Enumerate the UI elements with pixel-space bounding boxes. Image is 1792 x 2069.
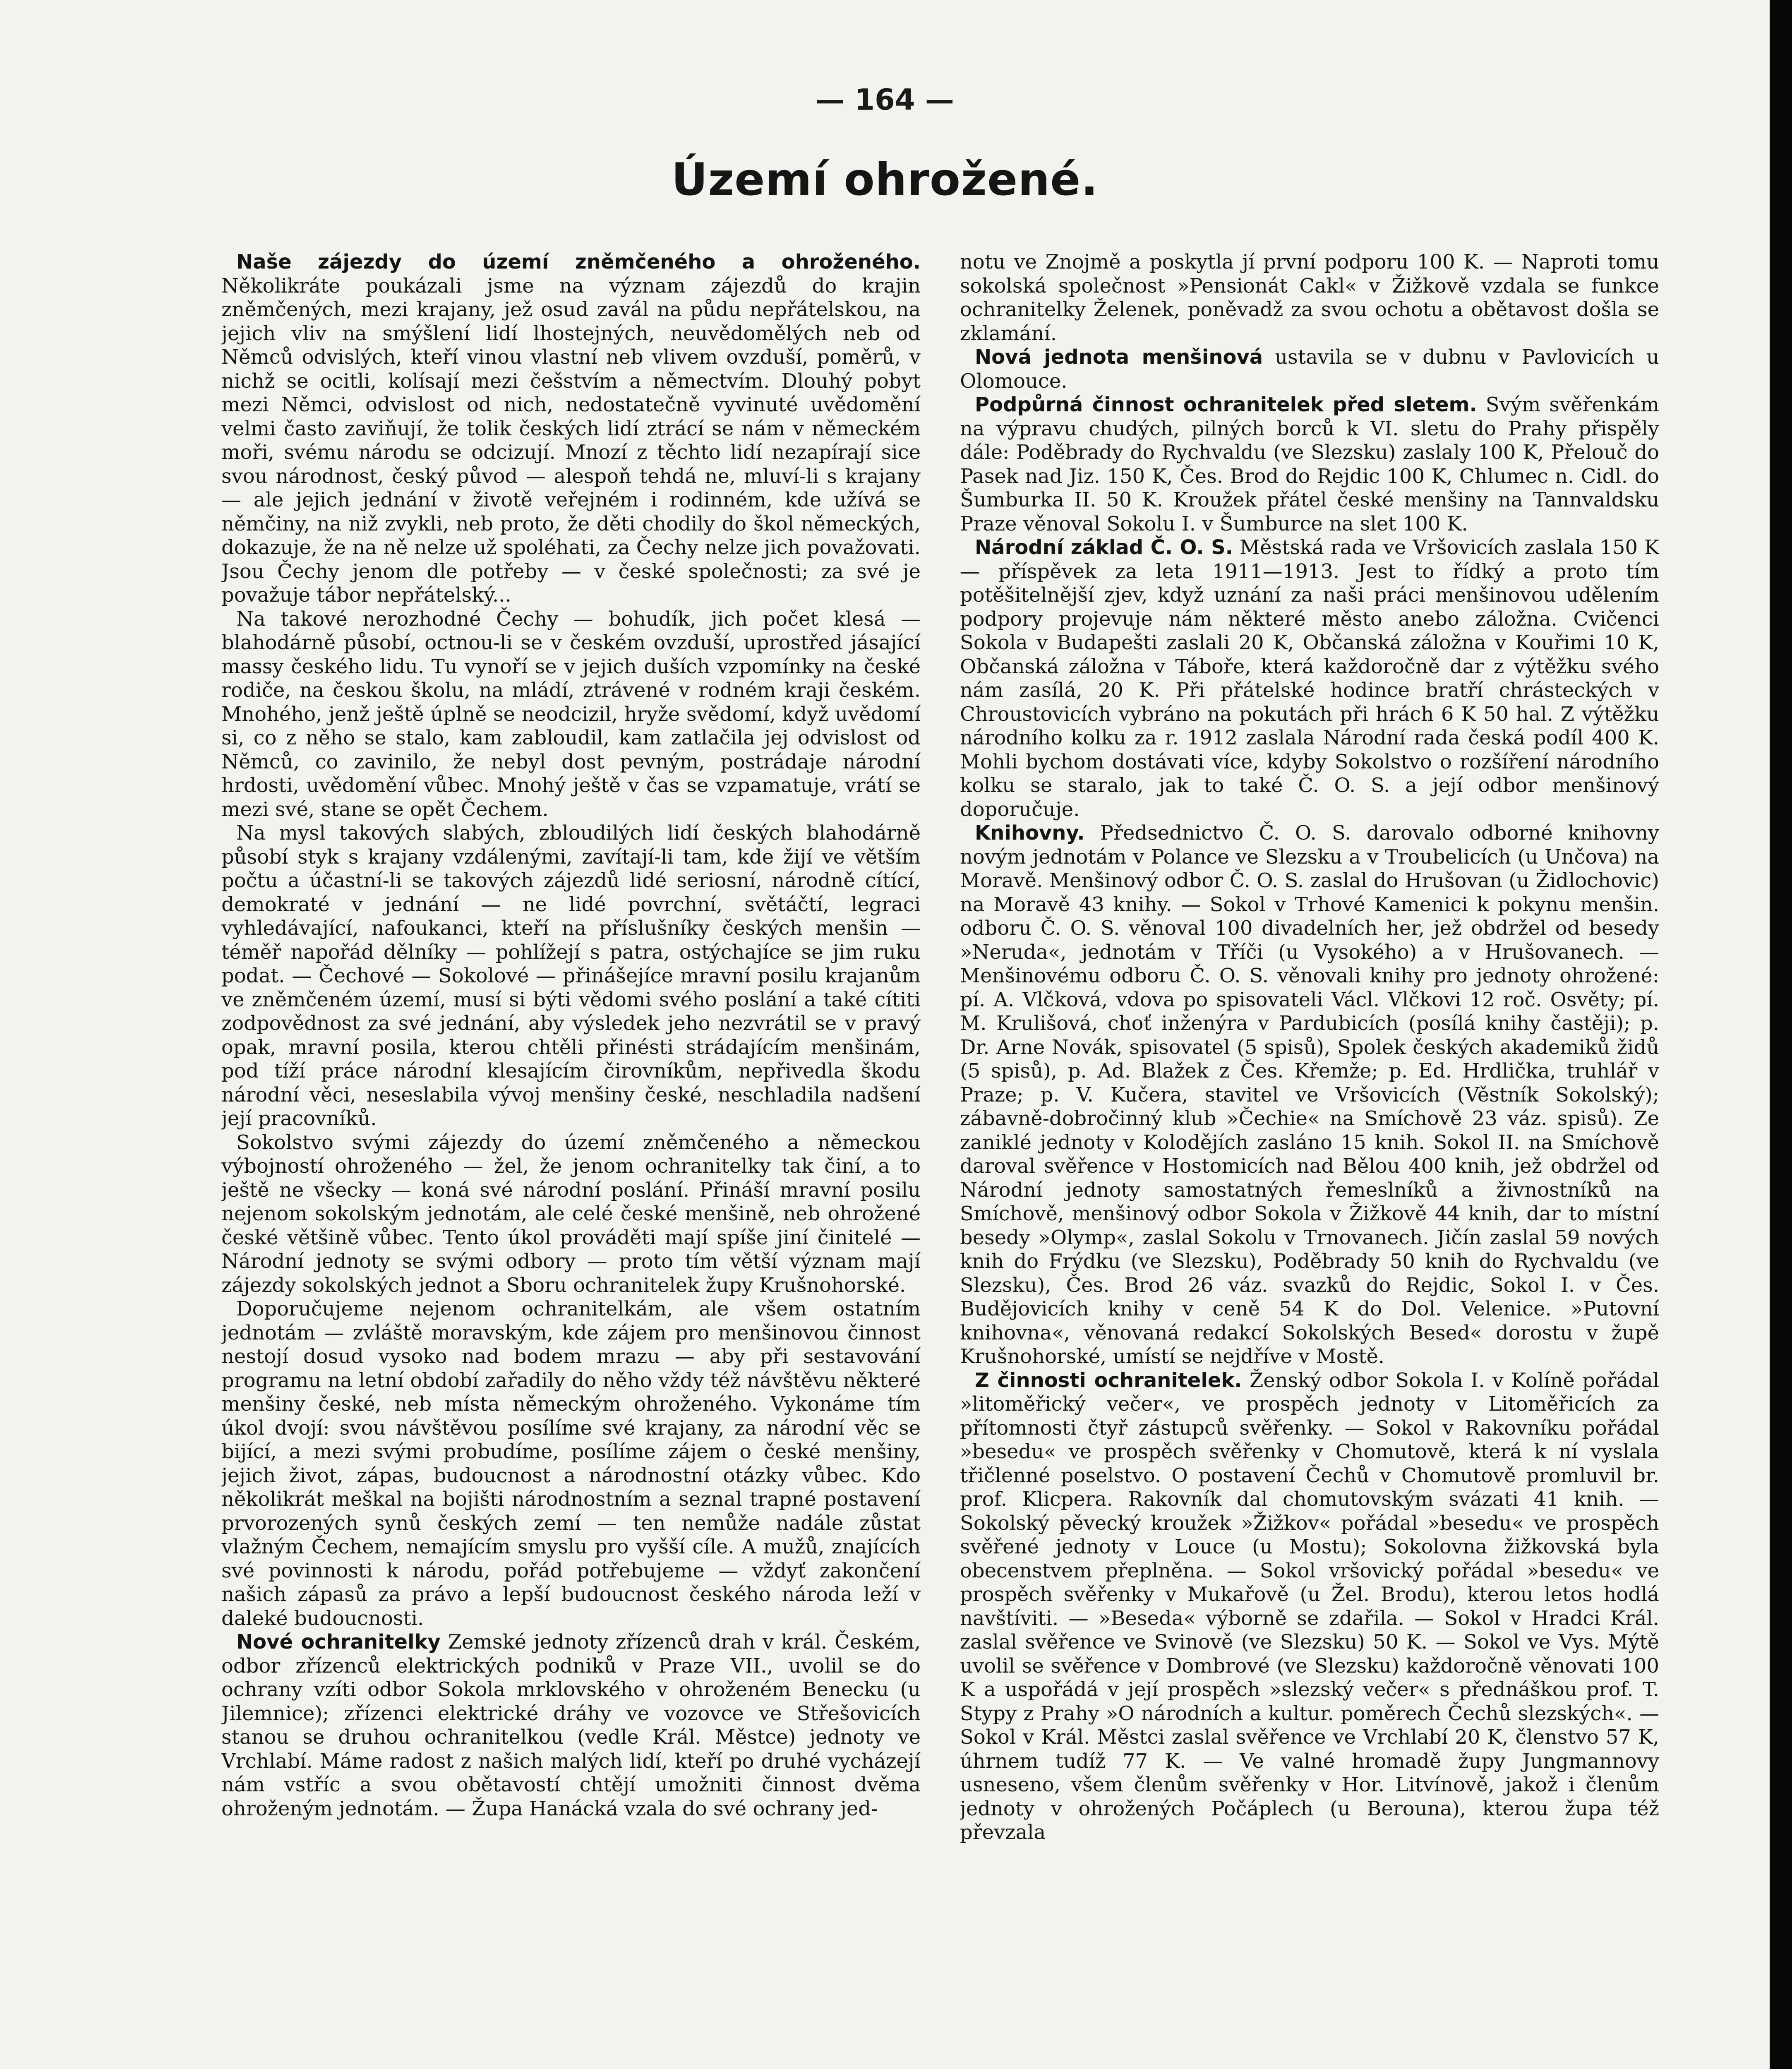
page-number: — 164 —: [816, 83, 954, 117]
page-title: Území ohrožené.: [671, 154, 1099, 206]
paragraph-text: ustavila se v dubnu v Pavlovicích u Olomouce.: [960, 346, 1659, 393]
paragraph-lead: Z činnosti ochranitelek.: [975, 1368, 1242, 1392]
paragraph-text: Městská rada ve Vršovicích zaslala 150 K — příspěvek za leta 1911—1913. Jest to řídký a proto tím potěšitelnější zjev, když uznání za naši práci menšinovou udělením podpory projevuje nám některé město anebo záložna. Cvičenci Sokola v Budapešti zaslali 20 K, Občanská záložna v Kouřimi 10 K, Občanská záložna v Táboře, která každoročně dar z výtěžku svého nám zasílá, 20 K. Při přátelské hodince bratří chrásteckých v Chroustovicích vybráno na pokutách při hrách 6 K 50 hal. Z výtěžku národního kolku za r. 1912 zaslala Národní rada česká podíl 400 K. Mohli bychom dostávati více, kdyby Sokolstvo o rozšíření národního kolku se staralo, jak to také Č. O. S. a její odbor menšinový doporučuje.: [960, 536, 1659, 821]
paragraph: [221, 1131, 921, 1298]
paragraph: [960, 1369, 1659, 1845]
paragraph: [960, 393, 1659, 536]
paragraph-text: Několikráte poukázali jsme na význam zájezdů do krajin zněmčených, mezi krajany, jež osud zavál na půdu nepřátelskou, na jejich vliv na smýšlení lidí lhostejných, neuvědomělých neb od Němců odvislých, kteří vinou vlastní neb vlivem ovzduší, poměrů, v nichž se ocitli, kolísají mezi češstvím a němectvím. Dlouhý pobyt mezi Němci, odvislost od nich, nedostatečně vyvinuté uvědomění velmi často zaviňují, že tolik českých lidí ztrácí se nám v německém moři, svému národu se odcizují. Mnozí z těchto lidí nezapírají sice svou národnost, český původ — alespoň tehdá ne, mluví-li s krajany — ale jejich jednání v životě veřejném i rodinném, kde užívá se němčiny, na niž zvykli, neb proto, že děti chodily do škol německých, dokazuje, že na ně nelze už spoléhati, za Čechy nelze jich považovati. Jsou Čechy jenom dle potřeby — v české společnosti; za své je považuje tábor nepřátelský...: [221, 274, 921, 607]
paragraph-text: Doporučujeme nejenom ochranitelkám, ale všem ostatním jednotám — zvláště moravským, kde zájem pro menšinovou činnost nestojí dosud vysoko nad bodem mrazu — aby při sestavování programu na letní období zařadily do něho vždy též návštěvu některé menšiny české, neb místa německým ohroženého. Vykonáme tím úkol dvojí: svou návštěvou posílíme své krajany, za národní věc se bijící, a mezi svými probudíme, posílíme zájem o české menšiny, jejich život, zápas, budoucnost a národnostní otázky vůbec. Kdo několikrát meškal na bojišti národnostním a seznal trapné postavení prvorozených synů českých zemí — ten nemůže nadále zůstat vlažným Čechem, nemajícím smyslu pro vyšší cíle. A mužů, znajících své povinnosti k národu, pořád potřebujeme — vždyť zakončení našich zápasů za právo a lepší budoucnost českého národa leží v daleké budoucnosti.: [221, 1297, 921, 1630]
paragraph-text: Na mysl takových slabých, zbloudilých lidí českých blahodárně působí styk s krajany vzdálenými, zavítají-li tam, kde žijí ve větším počtu a účastní-li se takových zájezdů lidé seriosní, národně cítící, demokraté v jednání — ne lidé povrchní, světáčtí, legraci vyhledávající, nafoukanci, kteří na příslušníky českých menšin — téměř napořád dělníky — pohlížejí s patra, ostýchajíce se jim ruku podat. — Čechové — Sokolové — přinášejíce mravní posilu krajanům ve zněmčeném území, musí si býti vědomi svého poslání a také cítiti zodpovědnost za své jednání, aby výsledek jeho nezvrátil se v pravý opak, mravní posila, kterou chtěli přinésti strádajícím menšinám, pod tíží práce národní klesajícím čirovníkům, nepřivedla škodu národní věci, neseslabila vývoj menšiny české, neschladila nadšení její pracovníků.: [221, 821, 921, 1130]
paragraph-text: notu ve Znojmě a poskytla jí první podporu 100 K. — Naproti tomu sokolská společnost »Pensionát Cakl« v Žižkově vzdala se funkce ochranitelky Želenek, poněvadž za svou ochotu a obětavost došla se zklamání.: [960, 250, 1659, 345]
paragraph: [221, 607, 921, 822]
paragraph-text: Předsednictvo Č. O. S. darovalo odborné knihovny novým jednotám v Polance ve Slezsku a v Troubelicích (u Unčova) na Moravě. Menšinový odbor Č. O. S. zaslal do Hrušovan (u Židlochovic) na Moravě 43 knihy. — Sokol v Trhové Kamenici k pokynu menšin. odboru Č. O. S. věnoval 100 divadelních her, jež obdržel od besedy »Neruda«, jednotám v Tříči (u Vysokého) a v Hrušovanech. — Menšinovému odboru Č. O. S. věnovali knihy pro jednoty ohrožené: pí. A. Vlčková, vdova po spisovateli Václ. Vlčkovi 12 roč. Osvěty; pí. M. Krulišová, choť inženýra v Pardubicích (posílá knihy častěji); p. Dr. Arne Novák, spisovatel (5 spisů), Spolek českých akademiků židů (5 spisů), p. Ad. Blažek z Čes. Křemže; p. Ed. Hrdlička, truhlář v Praze; p. V. Kučera, stavitel ve Vršovicích (Věstník Sokolský); zábavně-dobročinný klub »Čechie« na Smíchově 23 váz. spisů). Ze zaniklé jednoty v Kolodějích zasláno 15 knih. Sokol II. na Smíchově daroval svěřence v Hostomicích nad Bělou 400 knih, jež obdržel od Národní jednoty samostatných řemeslníků a živnostníků na Smíchově, menšinový odbor Sokola v Žižkově 44 knih, dar to místní besedy »Olymp«, zaslal Sokolu v Trnovanech. Jičín zaslal 59 nových knih do Frýdku (ve Slezsku), Poděbrady 50 knih do Rychvaldu (ve Slezsku), Čes. Brod 26 váz. svazků do Rejdic, Sokol I. v Čes. Budějovicích knihy v ceně 54 K do Dol. Velenice. »Putovní knihovna«, věnovaná redakcí Sokolských Besed« dorostu v župě Krušnohorské, umístí se nejdříve v Mostě.: [960, 821, 1659, 1368]
paragraph: [960, 536, 1659, 821]
paragraph: [960, 250, 1659, 346]
paragraph-lead: Naše zájezdy do území zněmčeného a ohroženého.: [236, 250, 921, 274]
paragraph-lead: Nové ochranitelky: [236, 1630, 441, 1654]
left-column: [221, 250, 921, 2069]
paragraph-lead: Nová jednota menšinová: [975, 346, 1263, 369]
paragraph-lead: Knihovny.: [975, 821, 1085, 845]
paragraph: [960, 821, 1659, 1369]
paragraph: [221, 1630, 921, 1821]
paragraph: [221, 1297, 921, 1630]
paragraph-text: Ženský odbor Sokola I. v Kolíně pořádal »litoměřický večer«, ve prospěch jednoty v Litoměřicích za přítomnosti čtyř zástupců svěřenky. — Sokol v Rakovníku pořádal »besedu« ve prospěch svěřenky v Chomutově, která k ní vyslala třičlenné poselstvo. O postavení Čechů v Chomutově promluvil br. prof. Klicpera. Rakovník dal chomutovským svázati 41 knih. — Sokolský pěvecký kroužek »Žižkov« pořádal »besedu« ve prospěch svěřené jednoty v Louce (u Mostu); Sokolovna žižkovská byla obecenstvem přeplněna. — Sokol vršovický pořádal »besedu« ve prospěch svěřenky v Mukařově (u Žel. Brodu), kterou letos hodlá navštíviti. — »Beseda« výborně se zdařila. — Sokol v Hradci Král. zaslal svěřence ve Svinově (ve Slezsku) 50 K. — Sokol ve Vys. Mýtě uvolil se svěřence v Dombrové (ve Slezsku) každoročně věnovati 100 K a uspořádá v její prospěch »slezský večer« s přednáškou prof. T. Stypy z Prahy »O národních a kultur. poměrech Čechů slezských«. — Sokol v Král. Městci zaslal svěřence ve Vrchlabí 20 K, členstvo 57 K, úhrnem tudíž 77 K. — Ve valné hromadě župy Jungmannovy usneseno, všem členům svěřenky v Hor. Litvínově, jakož i členům jednoty v ohrožených Počáplech (u Berouna), kterou župa též převzala: [960, 1368, 1659, 1844]
paragraph-lead: Podpůrná činnost ochranitelek před sletem.: [975, 393, 1477, 416]
scan-edge-bar: [1770, 0, 1792, 2069]
paragraph-text: Zemské jednoty zřízenců drah v král. Českém, odbor zřízenců elektrických podniků v Praze VII., uvolil se do ochrany vzíti odbor Sokola mrklovského v ohroženém Benecku (u Jilemnice); zřízenci elektrické dráhy ve vozovce ve Střešovicích stanou se druhou ochranitelkou (vedle Král. Městce) jednoty ve Vrchlabí. Máme radost z našich malých lidí, kteří po druhé vycházejí nám vstříc a svou obětavostí chtějí umožniti činnost dvěma ohroženým jednotám. — Župa Hanácká vzala do své ochrany jed-: [221, 1630, 921, 1820]
right-column: [960, 250, 1659, 2069]
paragraph: [221, 821, 921, 1131]
paragraph-lead: Národní základ Č. O. S.: [975, 536, 1233, 559]
paragraph-text: Sokolstvo svými zájezdy do území zněmčeného a německou výbojností ohroženého — žel, že jenom ochranitelky tak činí, a to ještě ne všecky — koná své národní poslání. Přináší mravní posilu nejenom sokolským jednotám, ale celé české menšině, neb ohrožené české většině vůbec. Tento úkol prováděti mají spíše jiní činitelé — Národní jednoty se svými odbory — proto tím větší význam mají zájezdy sokolských jednot a Sboru ochranitelek župy Krušnohorské.: [221, 1131, 921, 1297]
paragraph: [960, 346, 1659, 393]
paragraph: [221, 250, 921, 607]
paragraph-text: Na takové nerozhodné Čechy — bohudík, jich počet klesá — blahodárně působí, octnou-li se v českém ovzduší, uprostřed jásající massy českého lidu. Tu vynoří se v jejich duších vzpomínky na české rodiče, na českou školu, na mládí, ztrávené v rodném kraji českém. Mnohého, jenž ještě úplně se neodcizil, hryže svědomí, když uvědomí si, co z něho se stalo, kam zabloudil, kam zatlačila jej odvislost od Němců, co zavinilo, že nebyl dost pevným, postrádaje národní hrdosti, uvědomění vůbec. Mnohý ještě v čas se vzpamatuje, vrátí se mezi své, stane se opět Čechem.: [221, 607, 921, 821]
paragraph-text: Svým svěřenkám na výpravu chudých, pilných borců k VI. sletu do Prahy přispěly dále: Poděbrady do Rychvaldu (ve Slezsku) zaslaly 100 K, Přelouč do Pasek nad Jiz. 150 K, Čes. Brod do Rejdic 100 K, Chlumec n. Cidl. do Šumburka II. 50 K. Kroužek přátel české menšiny na Tannvaldsku Praze věnoval Sokolu I. v Šumburce na slet 100 K.: [960, 393, 1659, 535]
